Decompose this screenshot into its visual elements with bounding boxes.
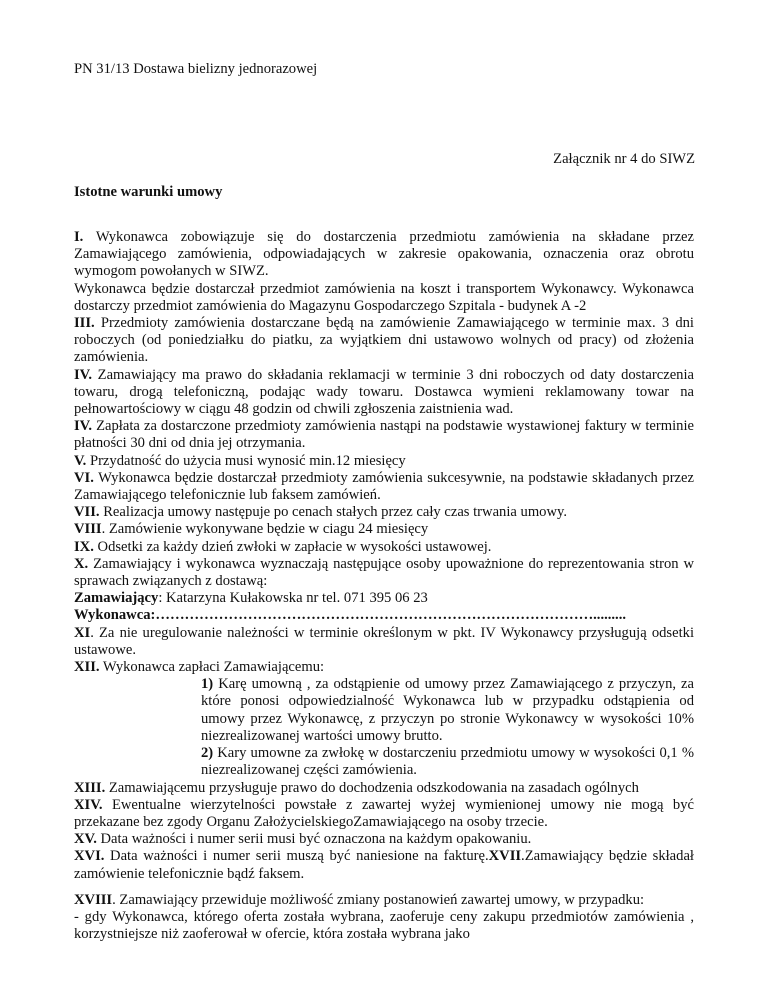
clause-paragraph xyxy=(74,539,694,556)
clause-label: IV. xyxy=(74,418,92,435)
clause-label: Wykonawca:………………………………………………………………………………......... xyxy=(74,607,626,624)
clause-text: Odsetki za każdy dzień zwłoki w zapłacie w wysokości ustawowej. xyxy=(93,538,492,555)
clause-paragraph xyxy=(74,367,694,419)
clause-label: XV. xyxy=(74,831,97,848)
clause-paragraph xyxy=(74,848,694,882)
clause-paragraph xyxy=(74,521,694,538)
clause-paragraph xyxy=(74,453,694,470)
clause-text: Data ważności i numer serii musi być oznaczona na każdym opakowaniu. xyxy=(96,831,532,848)
clause-label: XVI. xyxy=(74,848,105,865)
clause-paragraph xyxy=(74,590,694,607)
clause-text: Przedmioty zamówienia dostarczane będą na zamówienie Zamawiającego w terminie max. 3 dni roboczych (od poniedziałku do piatku, za wyjątkiem dni ustawowo wolnych od pracy) od złożenia zamówienia. xyxy=(74,315,694,366)
document-header: PN 31/13 Dostawa bielizny jednorazowej xyxy=(74,61,318,77)
clause-label: XII. xyxy=(74,659,100,676)
clause-text: Wykonawca zapłaci Zamawiającemu: xyxy=(99,659,325,676)
clause-label: XVII xyxy=(488,848,522,865)
clause-label: XI xyxy=(74,624,91,641)
clause-paragraph xyxy=(74,281,694,315)
clause-paragraph xyxy=(74,780,694,797)
clause-label: V. xyxy=(74,452,87,469)
clause-text: Wykonawca zobowiązuje się do dostarczenia przedmiotu zamówienia na składane przez Zamawiającego zamówienia, odpowiadających w zakresie opakowania, oznaczenia oraz obrotu wymogom powołanych w SIWZ. xyxy=(74,229,694,280)
clause-paragraph xyxy=(74,625,694,659)
clause-label: III. xyxy=(74,315,95,332)
clause-label: I. xyxy=(74,229,84,245)
clause-label: VI. xyxy=(74,469,94,486)
clause-text: Data ważności i numer serii muszą być naniesione na fakturę. xyxy=(104,848,489,865)
clause-label: IX. xyxy=(74,538,94,555)
clause-text: . Za nie uregulowanie należności w terminie określonym w pkt. IV Wykonawcy przysługują odsetki ustawowe. xyxy=(74,624,694,658)
clause-paragraph xyxy=(74,892,694,909)
clause-text: . Zamawiający przewiduje możliwość zmiany postanowień zawartej umowy, w przypadku: xyxy=(112,891,645,908)
clause-text: Karę umowną , za odstąpienie od umowy przez Zamawiającego z przyczyn, za które ponosi odpowiedzialność Wykonawca lub w przypadku odstąpienia od umowy przez Wykonawcę, z przyczyn po stronie Wykonawcy w wysokości 10% niezrealizowanej wartości umowy brutto. xyxy=(201,676,694,744)
clause-paragraph xyxy=(74,556,694,590)
clause-paragraph xyxy=(74,229,694,281)
clause-paragraph xyxy=(74,745,694,779)
clause-text: Ewentualne wierzytelności powstałe z zawartej wyżej wymienionej umowy nie mogą być przekazane bez zgody Organu ZałożycielskiegoZamawiającego na osoby trzecie. xyxy=(74,796,694,830)
clause-paragraph xyxy=(74,607,694,624)
clause-paragraph xyxy=(74,315,694,367)
clause-paragraph xyxy=(74,831,694,848)
clause-text: : Katarzyna Kułakowska nr tel. 071 395 06 23 xyxy=(158,590,428,607)
clause-label: IV. xyxy=(74,366,92,383)
clause-label: XVIII xyxy=(74,891,113,908)
clause-paragraph xyxy=(74,470,694,504)
clause-label: XIV. xyxy=(74,796,103,813)
clause-text: - gdy Wykonawca, którego oferta została wybrana, zaoferuje ceny zakupu przedmiotów zamówienia , korzystniejsze niż zaoferował w ofercie, która została wybrana jako xyxy=(74,908,694,943)
clause-label: 1) xyxy=(201,676,214,693)
clause-label: X. xyxy=(74,555,89,572)
clause-text: Zamawiającemu przysługuje prawo do dochodzenia odszkodowania na zasadach ogólnych xyxy=(105,779,639,796)
clause-paragraph xyxy=(74,676,694,745)
clause-paragraph xyxy=(74,659,694,676)
clause-label: VIII xyxy=(74,521,102,538)
clause-paragraph xyxy=(74,418,694,452)
annex-label: Załącznik nr 4 do SIWZ xyxy=(553,151,695,167)
clause-text: Zamawiający ma prawo do składania reklamacji w terminie 3 dni roboczych od daty dostarczenia towaru, drogą telefoniczną, podając wady towaru. Dostawca wymieni reklamowany towar na pełnowartościowy w ciągu 48 godzin od chwili zgłoszenia zaistnienia wad. xyxy=(74,366,694,418)
clause-label: VII. xyxy=(74,504,100,521)
document-title: Istotne warunki umowy xyxy=(74,184,223,200)
clause-text: Wykonawca będzie dostarczał przedmioty zamówienia sukcesywnie, na podstawie składanych przez Zamawiającego telefonicznie lub faksem zamówień. xyxy=(74,469,694,504)
clause-label: Zamawiający xyxy=(74,590,159,607)
clause-label: 2) xyxy=(201,745,214,762)
clause-text: Wykonawca będzie dostarczał przedmiot zamówienia na koszt i transportem Wykonawcy. Wykonawca dostarczy przedmiot zamówienia do Magazynu Gospodarczego Szpitala - budynek A -2 xyxy=(74,280,694,314)
clause-text: Realizacja umowy następuje po cenach stałych przez cały czas trwania umowy. xyxy=(99,504,568,521)
clause-text: Zamawiający i wykonawca wyznaczają następujące osoby upoważnione do reprezentowania stron w sprawach związanych z dostawą: xyxy=(74,555,694,590)
clause-paragraph xyxy=(74,909,694,943)
document-body xyxy=(74,229,694,943)
clause-label: XIII. xyxy=(74,779,106,796)
clause-text: Kary umowne za zwłokę w dostarczeniu przedmiotu umowy w wysokości 0,1 % niezrealizowanej części zamówienia. xyxy=(201,745,694,779)
clause-text: . Zamówienie wykonywane będzie w ciagu 24 miesięcy xyxy=(101,521,429,538)
clause-paragraph xyxy=(74,797,694,831)
clause-paragraph xyxy=(74,504,694,521)
clause-text: .Zamawiający będzie składał zamówienie telefonicznie bądź faksem. xyxy=(74,848,694,882)
clause-text: Przydatność do użycia musi wynosić min.12 miesięcy xyxy=(86,452,406,469)
clause-text: Zapłata za dostarczone przedmioty zamówienia nastąpi na podstawie wystawionej faktury w terminie płatności 30 dni od dnia jej otrzymania. xyxy=(74,418,694,452)
